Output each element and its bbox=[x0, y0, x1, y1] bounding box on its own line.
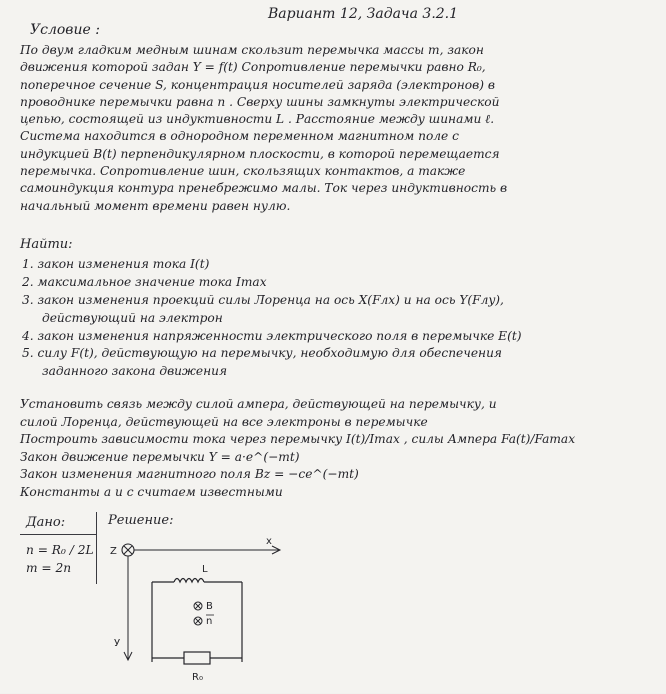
find-item: 3. закон изменения проекций силы Лоренца на ось X(Fлx) и на ось Y(Fлy), bbox=[22, 292, 504, 307]
condition-line: индукцией B(t) перпендикулярном плоскости, в которой перемещается bbox=[20, 146, 500, 161]
tail-line: Константы a и c считаем известными bbox=[20, 484, 283, 499]
field-into-page-icon bbox=[194, 602, 202, 610]
tail-line: Установить связь между силой ампера, действующей на перемычку, и bbox=[20, 397, 497, 411]
tail-line: Построить зависимости тока через перемычку I(t)/Imax , силы Ампера Fa(t)/Famax bbox=[20, 432, 576, 447]
condition-line: поперечное сечение S, концентрация носителей заряда (электронов) в bbox=[20, 77, 495, 92]
origin-cross-icon bbox=[122, 544, 134, 556]
find-item: 2. максимальное значение тока Imax bbox=[22, 274, 267, 289]
resistor-icon bbox=[184, 652, 210, 664]
condition-line: движения которой задан Y = f(t) Сопротивление перемычки равно R₀, bbox=[20, 60, 486, 75]
page-heading: Вариант 12, Задача 3.2.1 bbox=[268, 6, 459, 22]
given-item: n = R₀ / 2L bbox=[26, 543, 94, 557]
axis-y-label: У bbox=[114, 638, 121, 649]
field-b-label: B bbox=[206, 601, 213, 612]
tail-line: Закон движение перемычки Y = a·e^(−mt) bbox=[20, 449, 300, 464]
given-divider bbox=[20, 534, 96, 535]
additional-conditions bbox=[20, 396, 575, 502]
given-block bbox=[20, 512, 97, 584]
find-item: заданного закона движения bbox=[42, 364, 228, 379]
condition-text bbox=[20, 42, 507, 215]
axis-x-label: x bbox=[266, 536, 272, 547]
inductor-coil-icon bbox=[174, 579, 204, 583]
condition-line: По двум гладким медным шинам скользит перемычка массы m, закон bbox=[20, 43, 484, 57]
condition-line: Система находится в однородном переменном магнитном поле с bbox=[20, 129, 459, 144]
condition-line: цепью, состоящей из индуктивности L . Расстояние между шинами ℓ. bbox=[20, 112, 495, 127]
axis-z-label: Z bbox=[110, 546, 117, 557]
find-label: Найти: bbox=[20, 237, 73, 252]
inductor-label: L bbox=[202, 564, 208, 575]
given-item: m = 2n bbox=[26, 561, 72, 575]
find-item: действующий на электрон bbox=[42, 310, 223, 325]
resistor-label: R₀ bbox=[192, 672, 203, 683]
solution-label: Решение: bbox=[108, 513, 174, 528]
normal-into-page-icon bbox=[194, 617, 202, 625]
find-list bbox=[22, 256, 522, 381]
condition-line: начальный момент времени равен нулю. bbox=[20, 198, 291, 213]
condition-line: самоиндукция контура пренебрежимо малы. Ток через индуктивность в bbox=[20, 181, 508, 196]
given-label: Дано: bbox=[26, 515, 66, 530]
tail-line: силой Лоренца, действующей на все электроны в перемычке bbox=[20, 414, 428, 429]
condition-line: перемычка. Сопротивление шин, скользящих контактов, а также bbox=[20, 164, 466, 179]
condition-label: Условие : bbox=[30, 22, 100, 38]
tail-line: Закон изменения магнитного поля Bz = −ce^(−mt) bbox=[20, 467, 359, 482]
given-items bbox=[26, 542, 94, 578]
condition-line: проводнике перемычки равна n . Сверху шины замкнуты электрической bbox=[20, 94, 500, 109]
normal-n-label: n bbox=[206, 616, 213, 627]
circuit-diagram bbox=[100, 530, 300, 690]
find-item: 1. закон изменения тока I(t) bbox=[22, 257, 210, 271]
find-item: 5. силу F(t), действующую на перемычку, необходимую для обеспечения bbox=[22, 346, 503, 361]
find-item: 4. закон изменения напряженности электрического поля в перемычке E(t) bbox=[22, 328, 522, 343]
circuit-diagram-svg bbox=[100, 530, 300, 690]
